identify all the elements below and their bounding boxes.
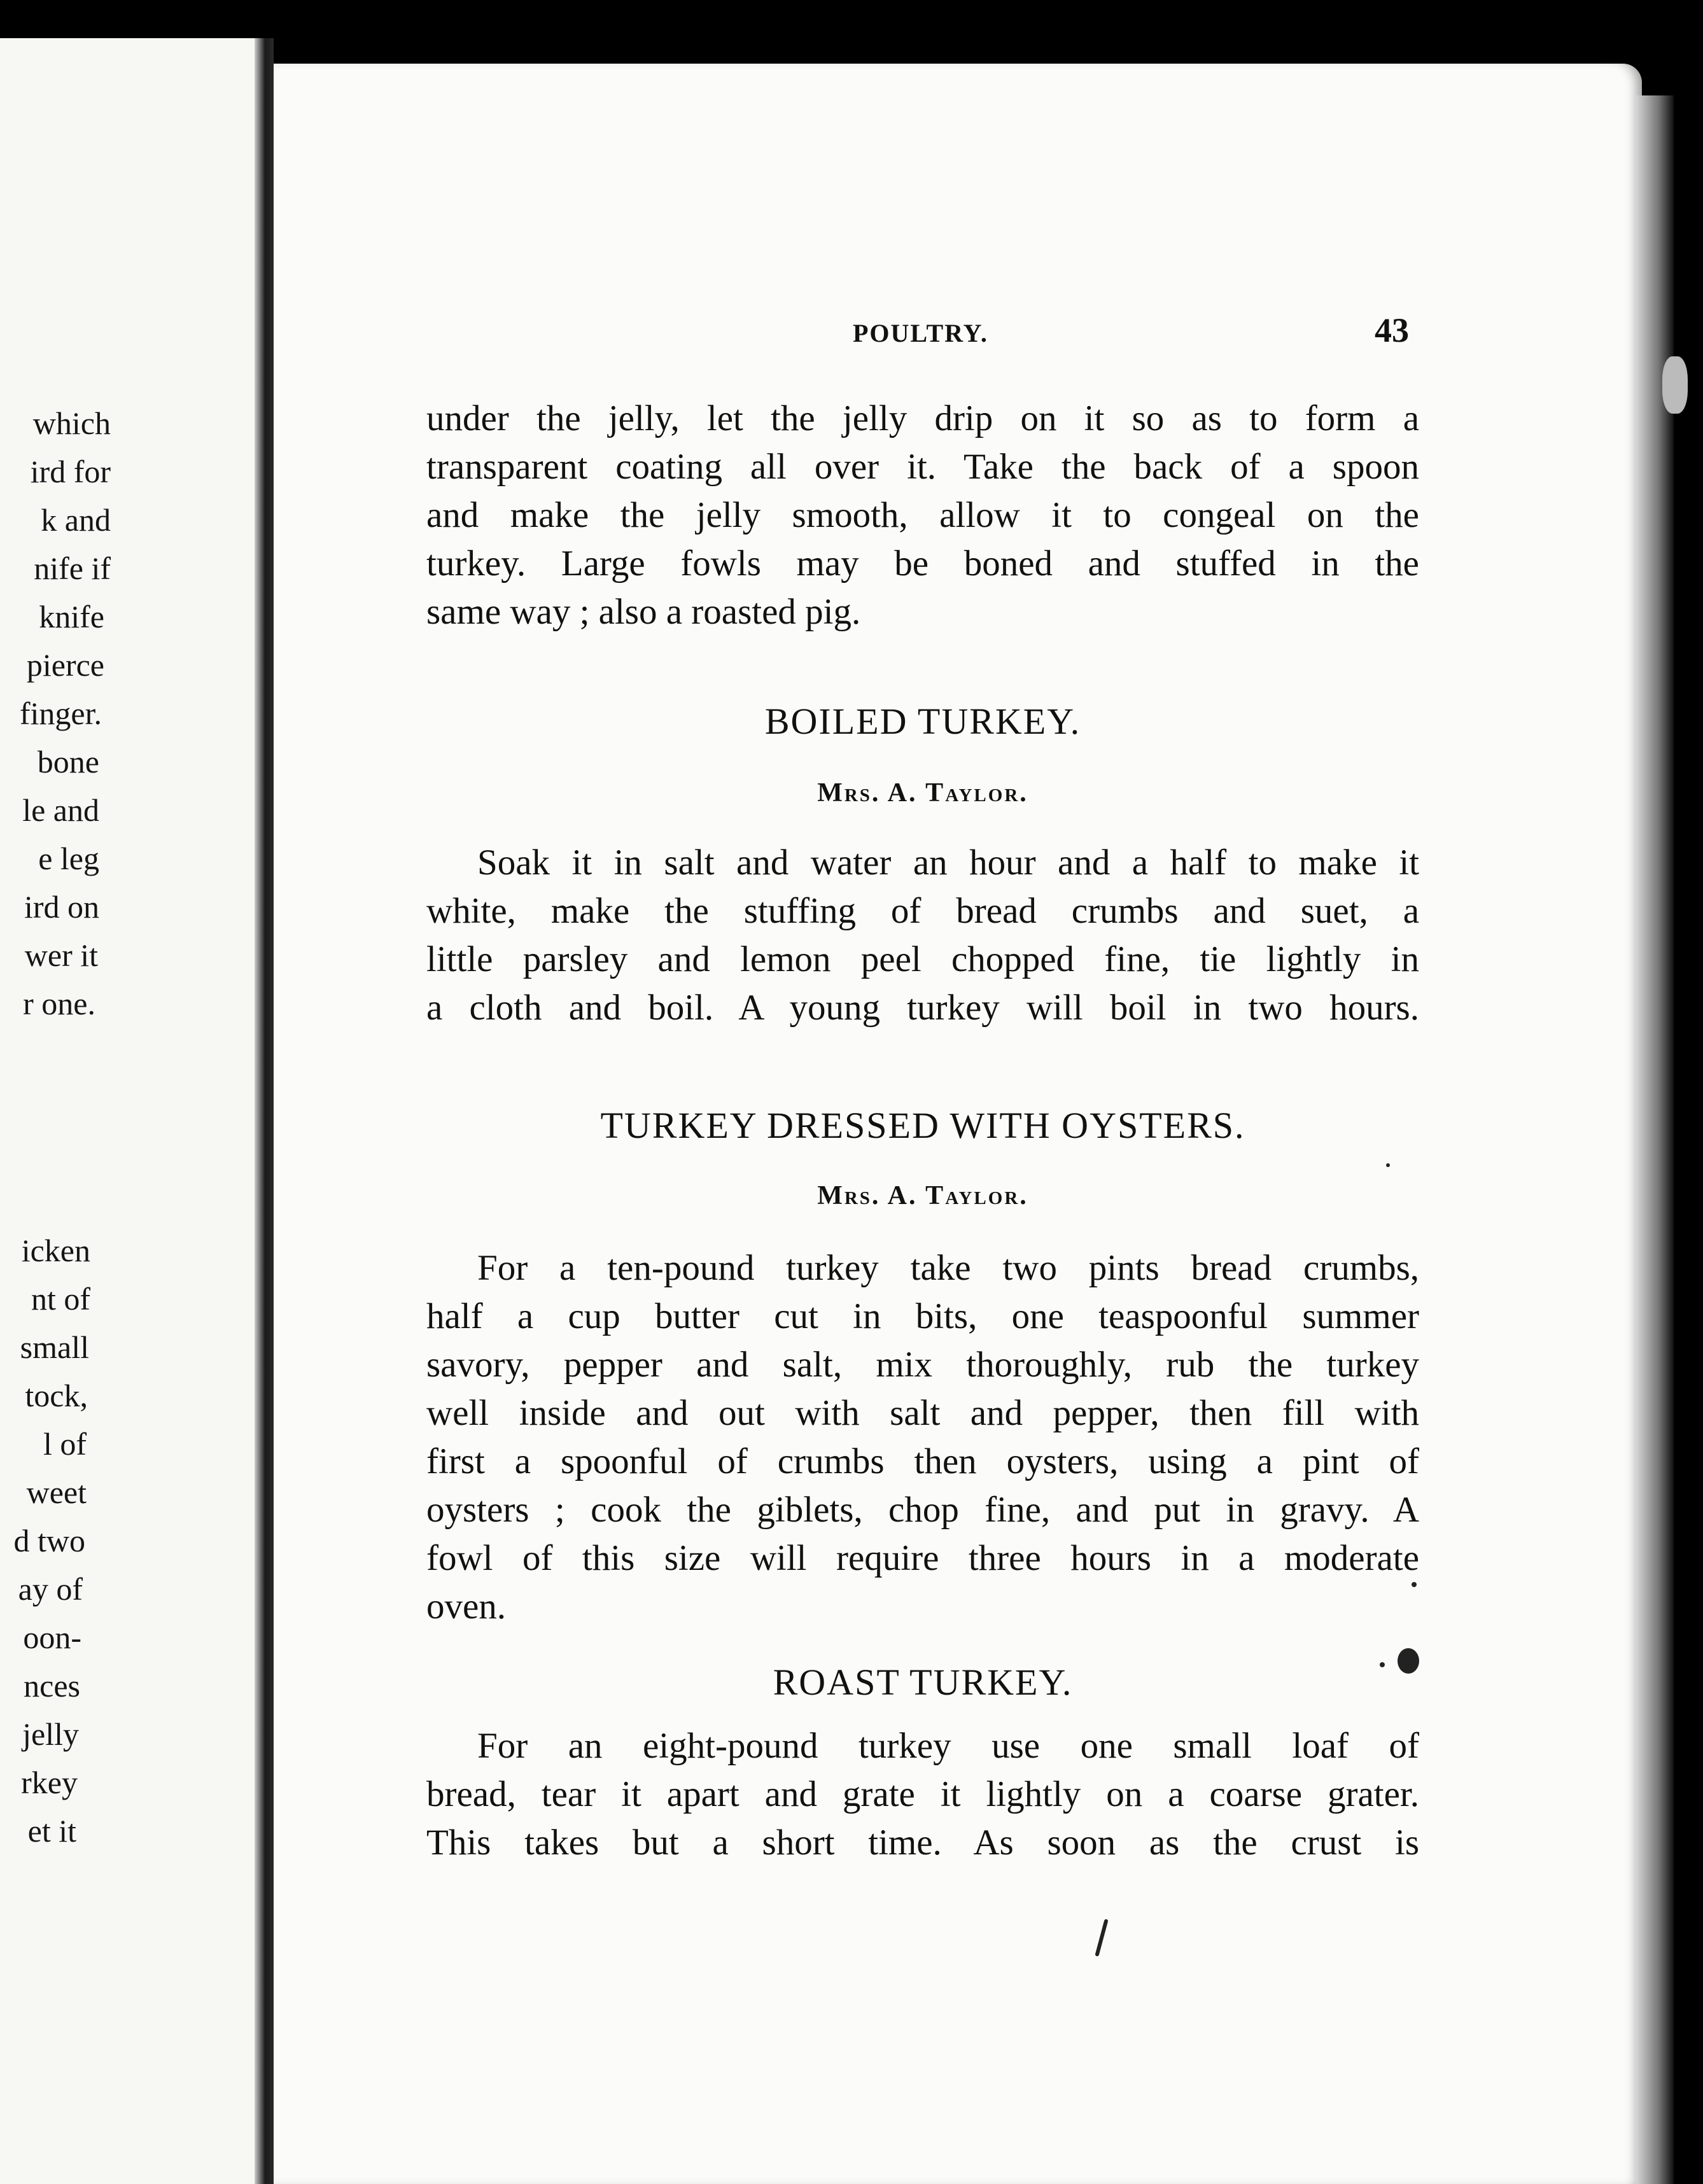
text-line: For an eight-pound turkey use one small loaf of: [477, 1726, 1419, 1766]
left-line: knife: [39, 599, 104, 634]
page-tab-mark: [1662, 356, 1688, 414]
recipe-title: ROAST TURKEY.: [773, 1662, 1073, 1703]
text-line: For a ten-pound turkey take two pints bread crumbs,: [477, 1248, 1419, 1288]
text-line: little parsley and lemon peel chopped fine, tie lightly in: [426, 939, 1419, 979]
recipe-title: TURKEY DRESSED WITH OYSTERS.: [600, 1105, 1245, 1146]
left-line: which: [32, 405, 111, 441]
left-line: weet: [26, 1474, 87, 1510]
recipe-title: BOILED TURKEY.: [764, 701, 1081, 742]
ink-speck: [1412, 1582, 1417, 1587]
book-gutter: [255, 38, 274, 2184]
text-line: well inside and out with salt and pepper, then fill with: [426, 1393, 1419, 1433]
left-line: ay of: [18, 1571, 83, 1607]
text-line: under the jelly, let the jelly drip on it so as to form a: [426, 398, 1419, 438]
text-line: turkey. Large fowls may be boned and stuffed in the: [426, 543, 1419, 584]
text-line: half a cup butter cut in bits, one teaspoonful summer: [426, 1296, 1419, 1336]
left-line: ird on: [24, 889, 99, 925]
left-line: jelly: [22, 1716, 79, 1752]
ink-speck: [1380, 1662, 1385, 1667]
left-line: icken: [21, 1233, 90, 1268]
text-line: savory, pepper and salt, mix thoroughly, rub the turkey: [426, 1345, 1419, 1385]
text-line: Soak it in salt and water an hour and a half to make it: [477, 843, 1419, 883]
text-line: white, make the stuffing of bread crumbs and suet, a: [426, 891, 1419, 931]
page-number: 43: [1375, 311, 1409, 349]
left-line: et it: [27, 1813, 76, 1849]
recipe-author: Mrs. A. Taylor.: [817, 1181, 1028, 1210]
left-line: le and: [22, 792, 99, 828]
left-line: bone: [37, 744, 99, 780]
left-line: nt of: [31, 1281, 90, 1317]
text-line: bread, tear it apart and grate it lightly on a coarse grater.: [426, 1774, 1419, 1814]
left-line: ird for: [30, 454, 111, 489]
left-line: nife if: [34, 550, 111, 586]
left-page: [0, 38, 255, 2184]
running-head: POULTRY.: [853, 319, 988, 347]
text-line: first a spoonful of crumbs then oysters, using a pint of: [426, 1441, 1419, 1481]
text-line: oven.: [426, 1586, 507, 1627]
left-line: r one.: [23, 986, 95, 1021]
ink-speck: [1386, 1163, 1390, 1167]
left-line: d two: [13, 1523, 85, 1558]
text-line: same way ; also a roasted pig.: [426, 592, 861, 632]
left-line: nces: [24, 1668, 80, 1704]
left-line: finger.: [19, 696, 102, 731]
text-line: This takes but a short time. As soon as the crust is: [426, 1823, 1419, 1863]
left-line: small: [20, 1329, 89, 1365]
left-line: rkey: [21, 1765, 78, 1800]
text-line: transparent coating all over it. Take the back of a spoon: [426, 447, 1419, 487]
left-line: e leg: [38, 841, 99, 876]
left-line: k and: [41, 502, 111, 538]
left-line: tock,: [25, 1378, 88, 1413]
recipe-author: Mrs. A. Taylor.: [817, 778, 1028, 808]
text-line: oysters ; cook the giblets, chop fine, and put in gravy. A: [426, 1490, 1419, 1530]
text-line: and make the jelly smooth, allow it to congeal on the: [426, 495, 1419, 535]
left-line: wer it: [24, 937, 98, 973]
recipe-body: [426, 1244, 1419, 1631]
left-line: l of: [43, 1426, 87, 1462]
left-line: pierce: [26, 647, 104, 683]
ink-speck: [1398, 1648, 1419, 1674]
intro-paragraph: [426, 395, 1419, 636]
left-line: oon-: [23, 1620, 81, 1655]
recipe-body: [426, 1722, 1419, 1867]
text-line: a cloth and boil. A young turkey will boil in two hours.: [426, 988, 1419, 1028]
text-line: fowl of this size will require three hours in a moderate: [426, 1538, 1419, 1578]
recipe-body: [426, 839, 1419, 1032]
